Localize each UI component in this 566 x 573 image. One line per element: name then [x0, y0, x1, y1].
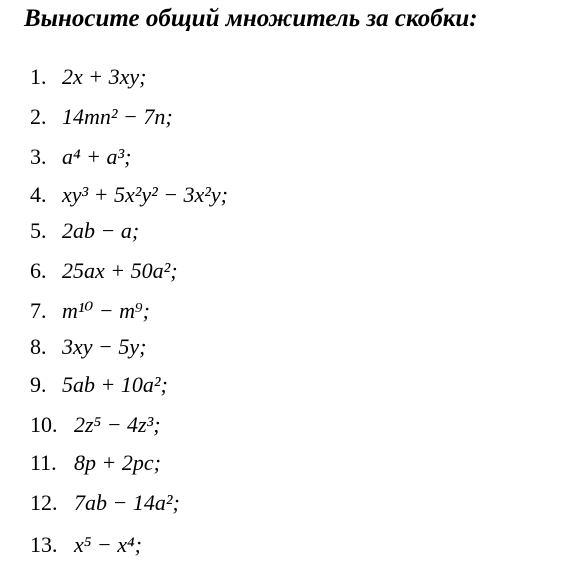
task-number: 11.: [30, 450, 57, 475]
task-expression: xy³ + 5x²y² − 3x²y;: [62, 182, 228, 207]
task-item: [30, 370, 168, 400]
task-item: [30, 142, 131, 172]
task-expression: 7ab − 14a²;: [74, 490, 180, 515]
task-number: 3.: [30, 144, 47, 169]
task-number: 4.: [30, 182, 47, 207]
task-expression: 3xy − 5y;: [62, 334, 147, 359]
task-number: 2.: [30, 104, 47, 129]
task-item: [30, 448, 161, 478]
task-item: [30, 180, 228, 210]
task-item: [30, 488, 180, 518]
task-expression: a⁴ + a³;: [62, 144, 132, 169]
task-item: [30, 296, 150, 326]
task-expression: 2z⁵ − 4z³;: [74, 412, 161, 437]
task-number: 8.: [30, 334, 47, 359]
task-expression: 5ab + 10a²;: [62, 372, 168, 397]
task-expression: m¹⁰ − m⁹;: [62, 298, 151, 323]
task-item: [30, 216, 139, 246]
task-expression: 25ax + 50a²;: [62, 258, 178, 283]
task-number: 1.: [30, 64, 47, 89]
task-number: 12.: [30, 490, 58, 515]
task-item: [30, 530, 142, 560]
task-number: 10.: [30, 412, 58, 437]
task-item: [30, 62, 146, 92]
task-expression: 14mn² − 7n;: [62, 104, 173, 129]
task-number: 5.: [30, 218, 47, 243]
page-title: Выносите общий множитель за скобки:: [24, 5, 478, 32]
task-expression: 8p + 2pc;: [74, 450, 161, 475]
task-expression: 2x + 3xy;: [62, 64, 147, 89]
task-expression: x⁵ − x⁴;: [74, 532, 142, 557]
task-expression: 2ab − a;: [62, 218, 140, 243]
task-item: [30, 410, 161, 440]
task-item: [30, 256, 178, 286]
task-item: [30, 332, 146, 362]
task-number: 9.: [30, 372, 47, 397]
task-number: 6.: [30, 258, 47, 283]
task-number: 13.: [30, 532, 58, 557]
task-number: 7.: [30, 298, 47, 323]
task-item: [30, 102, 173, 132]
